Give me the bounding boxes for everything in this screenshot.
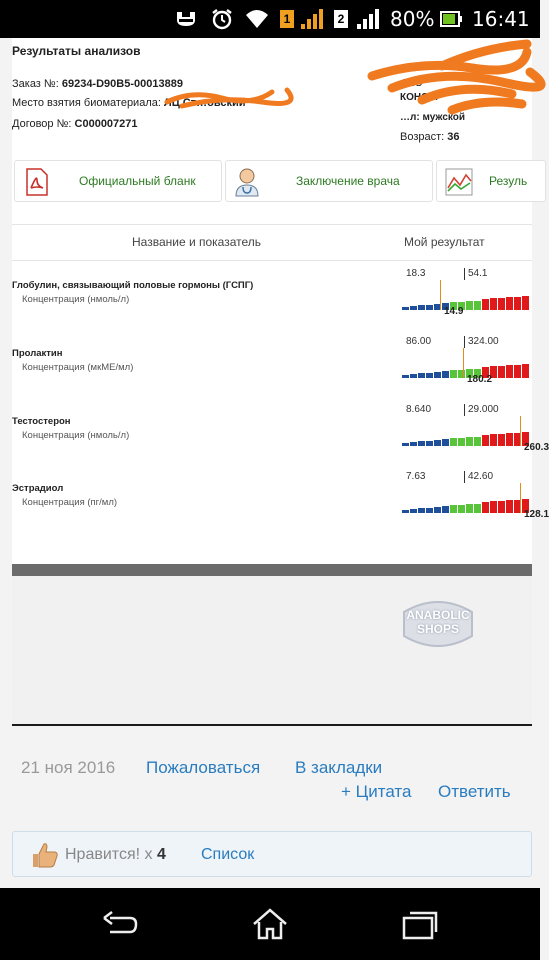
meter-segment: [402, 375, 409, 378]
meter-segment: [474, 437, 481, 446]
official-form-button[interactable]: Официальный бланк: [14, 160, 222, 202]
chart-icon: [445, 168, 473, 201]
meter-segment: [450, 505, 457, 513]
redaction-scribble: [362, 38, 532, 123]
meter-segment: [466, 301, 473, 310]
meter-segment: [474, 504, 481, 513]
home-icon: [250, 906, 290, 942]
meter-segment: [490, 501, 497, 513]
reference-high-tick: [464, 268, 465, 280]
result-name: Глобулин, связывающий половые гормоны (ГСПГ): [12, 280, 254, 291]
meter-segment: [402, 443, 409, 446]
meter-segment: [442, 506, 449, 513]
result-value: 14.9: [444, 306, 464, 317]
meter-segment: [498, 298, 505, 310]
page-content: [0, 38, 549, 888]
meter-segment: [506, 365, 513, 378]
meter-segment: [474, 301, 481, 310]
result-value: 260.3: [524, 442, 549, 453]
meter-segment: [410, 442, 417, 446]
watermark-logo: ANABOLIC SHOPS: [396, 586, 480, 658]
column-header-result: Мой результат: [404, 235, 485, 249]
result-name: Пролактин: [12, 348, 63, 359]
meter-segment: [450, 370, 457, 378]
result-value-marker: [463, 348, 464, 378]
meter-segment: [410, 374, 417, 378]
image-bottom-border: [12, 724, 532, 726]
reference-high-tick: [464, 404, 465, 416]
reference-low: 86.00: [406, 336, 432, 347]
meter-segment: [426, 441, 433, 446]
reference-high: 324.00: [468, 336, 499, 347]
reference-low: 8.640: [406, 404, 432, 415]
result-value-marker: [440, 280, 441, 310]
result-meter: [402, 416, 532, 446]
reference-high-tick: [464, 336, 465, 348]
result-value-marker: [520, 483, 521, 513]
reference-low: 18.3: [406, 268, 426, 279]
meter-segment: [522, 296, 529, 310]
meter-segment: [402, 510, 409, 513]
reference-high: 29.000: [468, 404, 499, 415]
meter-segment: [410, 306, 417, 310]
fio-value: КОНС…: [400, 92, 439, 103]
result-unit: Концентрация (мкМЕ/мл): [22, 362, 134, 373]
result-value-marker: [520, 416, 521, 446]
recent-apps-icon: [400, 906, 440, 942]
meter-segment: [426, 305, 433, 310]
reference-low: 7.63: [406, 471, 426, 482]
status-bar: [0, 0, 540, 38]
reference-high-tick: [464, 471, 465, 483]
fio-label: ФИО: [400, 78, 423, 89]
meter-segment: [490, 434, 497, 446]
report-link[interactable]: Пожаловаться: [146, 758, 261, 777]
divider: [12, 224, 532, 225]
meter-segment: [426, 508, 433, 513]
recent-apps-button[interactable]: [400, 906, 440, 942]
pdf-icon: [25, 168, 49, 201]
sim1-badge: 1: [280, 0, 294, 38]
thumbs-up-icon[interactable]: [31, 841, 59, 874]
result-unit: Концентрация (нмоль/л): [22, 294, 130, 305]
redaction-scribble: [162, 82, 292, 112]
result-meter: [402, 483, 532, 513]
bookmark-link[interactable]: В закладки: [295, 758, 383, 777]
battery-percent: 80%: [390, 7, 435, 31]
likes-count: 4: [156, 846, 166, 863]
meter-segment: [506, 297, 513, 310]
place-line: Место взятия биоматериала: ЛЦ Ст…овский: [12, 97, 246, 109]
meter-segment: [458, 505, 465, 513]
meter-segment: [514, 297, 521, 310]
clock: 16:41: [472, 7, 530, 31]
meter-segment: [490, 298, 497, 310]
home-button[interactable]: [250, 906, 290, 942]
report-title: Результаты анализов: [12, 44, 141, 58]
meter-segment: [466, 437, 473, 446]
result-value: 180.2: [467, 374, 493, 385]
meter-segment: [498, 434, 505, 446]
navigation-bar: [0, 888, 540, 960]
meter-segment: [522, 364, 529, 378]
meter-segment: [506, 500, 513, 513]
likes-bar: [12, 831, 532, 877]
doctor-conclusion-button[interactable]: Заключение врача: [225, 160, 433, 202]
meter-segment: [418, 373, 425, 378]
meter-segment: [442, 439, 449, 446]
result-value: 128.1: [524, 509, 549, 520]
age-line: Возраст: 36: [400, 131, 460, 143]
back-icon: [100, 906, 140, 942]
meter-segment: [506, 433, 513, 446]
meter-segment: [466, 504, 473, 513]
back-button[interactable]: [100, 906, 140, 942]
meter-segment: [418, 508, 425, 513]
meter-segment: [498, 366, 505, 378]
doctor-icon: [234, 167, 260, 202]
quote-link[interactable]: + Цитата: [341, 782, 412, 801]
reference-high: 42.60: [468, 471, 494, 482]
meter-segment: [434, 507, 441, 513]
wifi-icon: [244, 0, 270, 38]
results-chart-button[interactable]: Резуль: [436, 160, 546, 202]
post-date: 21 ноя 2016: [21, 758, 116, 777]
result-meter: [402, 280, 532, 310]
meter-segment: [402, 307, 409, 310]
reference-high: 54.1: [468, 268, 488, 279]
meter-segment: [434, 372, 441, 378]
contract-line: Договор №: С000007271: [12, 118, 138, 130]
meter-segment: [482, 502, 489, 513]
meter-segment: [442, 371, 449, 378]
meter-segment: [458, 438, 465, 446]
divider: [12, 260, 532, 261]
sim2-badge: 2: [334, 0, 348, 38]
meter-segment: [418, 305, 425, 310]
likes-label: Нравится! x 4: [65, 846, 166, 863]
signal-sim2-icon: [356, 0, 380, 38]
alarm-icon: [210, 0, 234, 38]
column-header-name: Название и показатель: [132, 235, 262, 249]
meter-segment: [482, 435, 489, 446]
image-gray-bar: [12, 564, 532, 576]
order-line: Заказ №: 69234-D90B5-00013889: [12, 78, 183, 90]
meter-segment: [514, 365, 521, 378]
meter-segment: [426, 373, 433, 378]
meter-segment: [482, 299, 489, 310]
meter-segment: [498, 501, 505, 513]
result-name: Тестостерон: [12, 416, 71, 427]
usb-debug-icon: [174, 0, 198, 38]
signal-sim1-icon: [300, 0, 324, 38]
likes-list-link[interactable]: Список: [201, 846, 255, 863]
meter-segment: [418, 441, 425, 446]
meter-segment: [450, 438, 457, 446]
meter-segment: [434, 440, 441, 446]
result-unit: Концентрация (пг/мл): [22, 497, 118, 508]
sex-value: …л: мужской: [400, 112, 466, 123]
battery-icon: [440, 0, 462, 38]
meter-segment: [410, 509, 417, 513]
reply-link[interactable]: Ответить: [438, 782, 511, 801]
result-name: Эстрадиол: [12, 483, 64, 494]
result-unit: Концентрация (нмоль/л): [22, 430, 130, 441]
